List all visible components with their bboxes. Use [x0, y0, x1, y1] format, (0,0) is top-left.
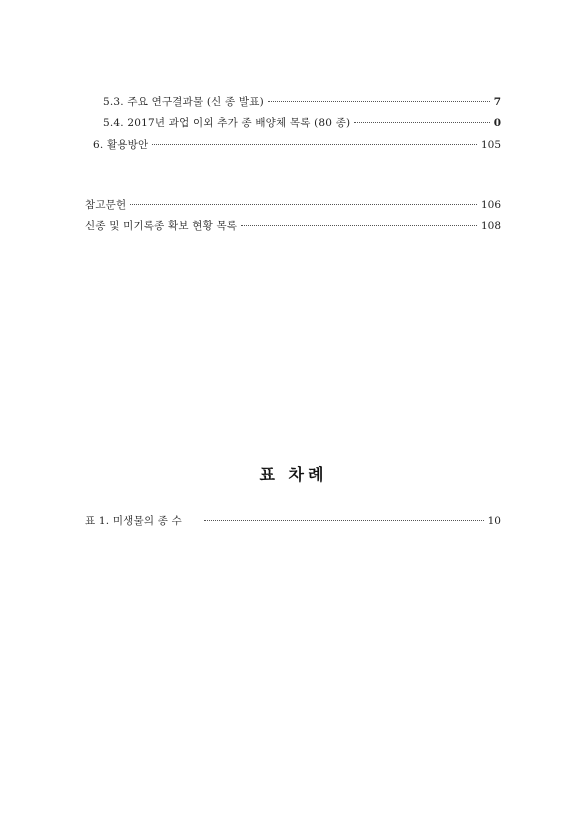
- toc-entry-page: 0: [493, 117, 501, 129]
- toc-entry-label: 참고문헌: [85, 199, 127, 211]
- toc-entry-label: 6. 활용방안: [93, 139, 149, 151]
- toc-leader-dots: [130, 204, 477, 205]
- table-entry-label: 표 1. 미생물의 종 수: [85, 515, 182, 527]
- toc-entry-6[interactable]: [93, 138, 501, 152]
- toc-entry-label: 신종 및 미기록종 확보 현황 목록: [85, 220, 238, 232]
- toc-entry-page: 108: [480, 220, 501, 232]
- toc-entry-page: 106: [480, 199, 501, 211]
- toc-leader-dots: [268, 101, 490, 102]
- toc-entry-page: 105: [480, 139, 501, 151]
- toc-entry-5-3[interactable]: [103, 95, 501, 109]
- toc-entry-species-list[interactable]: [85, 219, 501, 233]
- toc-entry-5-4[interactable]: [103, 116, 501, 130]
- table-entry-1[interactable]: [85, 514, 501, 528]
- toc-entry-page: 7: [493, 96, 501, 108]
- toc-entry-label: 5.3. 주요 연구결과물 (신 종 발표): [103, 96, 264, 108]
- toc-entry-references[interactable]: [85, 198, 501, 212]
- table-entry-page: 10: [487, 515, 501, 527]
- toc-leader-dots: [354, 122, 489, 123]
- table-list-title: 표 차례: [259, 465, 328, 484]
- table-leader-dots: [204, 520, 484, 521]
- toc-entry-label: 5.4. 2017년 과업 이외 추가 종 배양체 목록 (80 종): [103, 117, 351, 129]
- toc-leader-dots: [152, 144, 477, 145]
- toc-leader-dots: [241, 225, 477, 226]
